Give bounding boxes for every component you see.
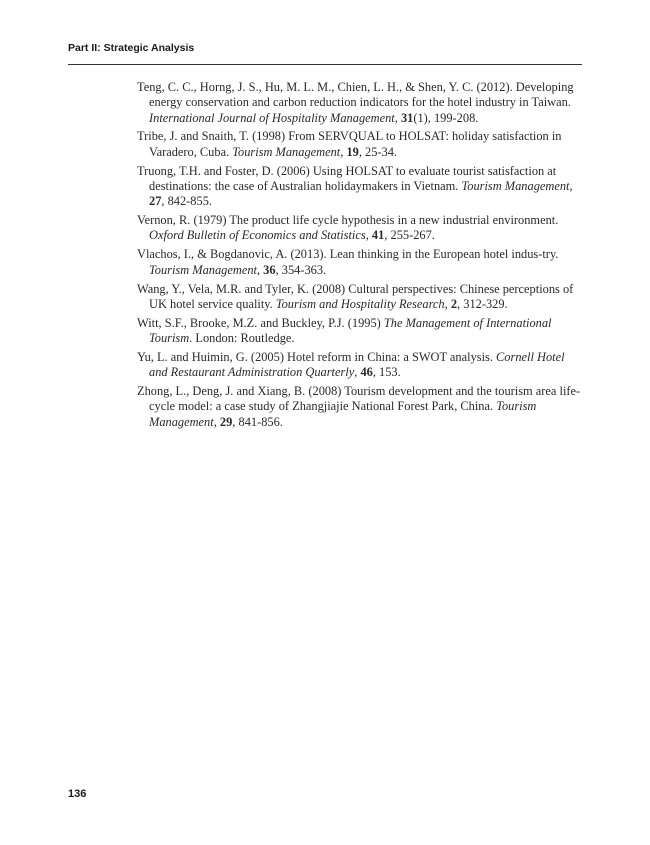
reference-pages: , 255-267. xyxy=(384,228,435,243)
reference-text: Yu, L. and Huimin, G. (2005) Hotel reform in China: a SWOT analysis. xyxy=(137,349,497,364)
reference-text: Teng, C. C., Horng, J. S., Hu, M. L. M., Chien, L. H., & Shen, Y. C. (2012). Developing energy conservation and carbon reduction indicators for the hotel industry in Taiwan. xyxy=(137,80,574,110)
reference-list xyxy=(137,80,585,434)
journal-title: Tourism Management xyxy=(232,144,341,159)
journal-title: Cornell Hotel and Restaurant Administration Quarterly xyxy=(149,349,565,380)
reference-entry xyxy=(137,164,585,210)
reference-pages: , 312-329. xyxy=(457,296,508,311)
reference-entry xyxy=(137,247,585,278)
reference-text: Zhong, L., Deng, J. and Xiang, B. (2008) Tourism development and the tourism area life-cycle model: a case study of Zhangjiajie National Forest Park, China. xyxy=(137,384,581,414)
reference-pages: , 354-363. xyxy=(275,262,327,277)
reference-separator: , xyxy=(444,296,451,311)
volume-number: 46 xyxy=(360,365,373,380)
volume-number: 19 xyxy=(346,144,359,159)
reference-separator: , xyxy=(354,365,361,380)
volume-number: 36 xyxy=(263,262,276,277)
reference-entry xyxy=(137,80,585,126)
journal-title: Tourism and Hospitality Research xyxy=(275,296,445,311)
reference-separator: , xyxy=(340,144,347,159)
reference-separator: , xyxy=(394,110,401,125)
reference-pages: , 25-34. xyxy=(358,144,398,159)
journal-title: Oxford Bulletin of Economics and Statistics xyxy=(149,228,366,243)
book-title: The Management of International Tourism xyxy=(149,315,552,346)
journal-title: Tourism Management xyxy=(149,399,537,429)
volume-number: 27 xyxy=(149,194,162,209)
header-rule xyxy=(68,64,582,65)
reference-separator: , xyxy=(569,178,573,193)
reference-entry xyxy=(137,213,585,244)
reference-separator: . London: Routledge. xyxy=(189,331,295,346)
volume-number: 2 xyxy=(450,296,458,311)
reference-separator: , xyxy=(256,262,264,277)
volume-number: 41 xyxy=(371,228,385,243)
reference-separator: , xyxy=(213,414,220,429)
reference-text: Tribe, J. and Snaith, T. (1998) From SERVQUAL to HOLSAT: holiday satisfaction in Varadero, Cuba. xyxy=(137,129,562,159)
reference-entry xyxy=(137,129,585,160)
journal-title: International Journal of Hospitality Management xyxy=(149,110,395,125)
journal-title: Tourism Management xyxy=(461,178,570,193)
volume-number: 29 xyxy=(219,414,233,429)
page-number: 136 xyxy=(68,788,87,800)
journal-title: Tourism Management xyxy=(149,262,257,277)
reference-separator: , xyxy=(365,228,372,243)
reference-text: Witt, S.F., Brooke, M.Z. and Buckley, P.J. (1995) xyxy=(137,315,384,330)
reference-pages: , 841-856. xyxy=(232,414,283,429)
reference-entry xyxy=(137,316,585,347)
reference-pages: (1), 199-208. xyxy=(413,110,479,125)
reference-text: Truong, T.H. and Foster, D. (2006) Using HOLSAT to evaluate tourist satisfaction at destinations: the case of Australian holidaymakers in Vietnam. xyxy=(137,163,557,193)
reference-pages: , 842-855. xyxy=(161,194,212,209)
reference-text: Vernon, R. (1979) The product life cycle hypothesis in a new industrial environment. xyxy=(137,213,559,228)
reference-entry xyxy=(137,350,585,381)
volume-number: 31 xyxy=(400,110,414,125)
reference-text: Wang, Y., Vela, M.R. and Tyler, K. (2008) Cultural perspectives: Chinese perceptions of UK hotel service quality. xyxy=(137,281,574,311)
reference-text: Vlachos, I., & Bogdanovic, A. (2013). Lean thinking in the European hotel indus-try. xyxy=(137,247,559,262)
reference-entry xyxy=(137,384,585,430)
reference-pages: , 153. xyxy=(372,365,401,380)
reference-entry xyxy=(137,282,585,313)
section-header: Part II: Strategic Analysis xyxy=(68,42,195,54)
